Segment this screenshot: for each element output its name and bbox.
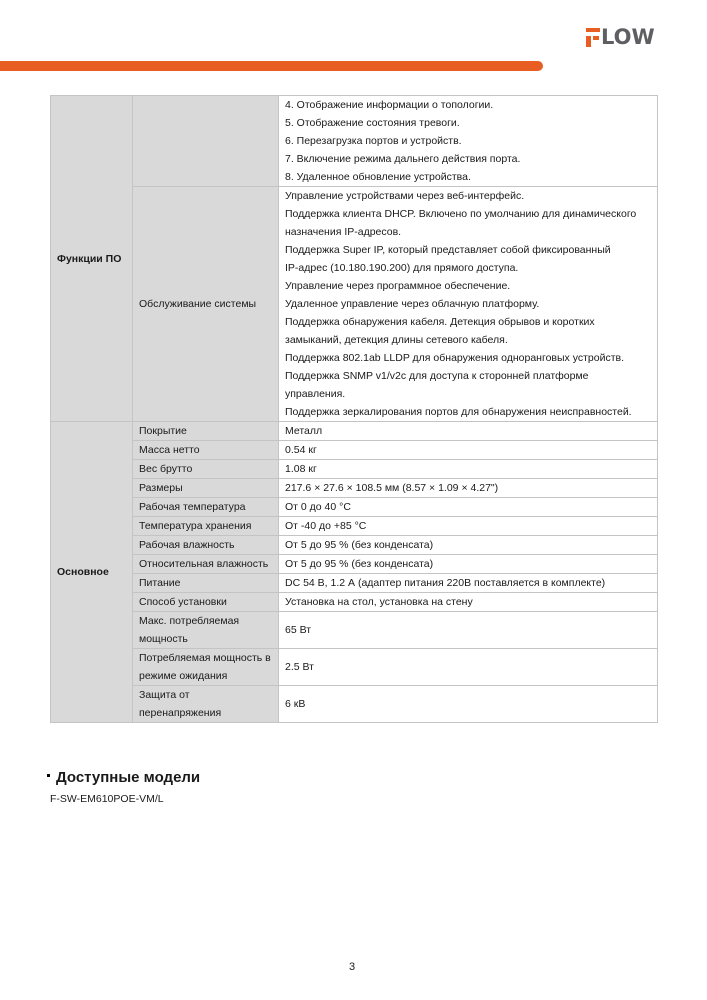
row-label: Питание: [133, 574, 279, 593]
row-label-line: перенапряжения: [139, 707, 222, 719]
bullet-icon: [47, 774, 50, 777]
table-row: [51, 422, 658, 441]
subcategory-system-maintenance: Обслуживание системы: [133, 187, 279, 422]
row-label-line: Относительная: [139, 558, 214, 570]
logo-text: LOW: [601, 25, 655, 49]
row-value: От 5 до 95 % (без конденсата): [279, 536, 658, 555]
row-value: 217.6 × 27.6 × 108.5 мм (8.57 × 1.09 × 4.27"): [279, 479, 658, 498]
logo-f-mark-icon: [586, 28, 600, 47]
row-label-line: мощность: [139, 633, 188, 645]
row-value: Металл: [279, 422, 658, 441]
row-label: [133, 649, 279, 686]
value-line: Поддержка зеркалирования портов для обнаружения неисправностей.: [285, 406, 632, 418]
value-cell: [279, 187, 658, 422]
table-row: [51, 479, 658, 498]
table-row: [51, 649, 658, 686]
value-line: Поддержка обнаружения кабеля. Детекция обрывов и коротких: [285, 316, 595, 328]
row-label-line: в режиме ожидания: [139, 652, 271, 682]
available-models-heading: [47, 769, 200, 786]
table-row: [51, 612, 658, 649]
value-line: Управление устройствами через веб-интерфейс.: [285, 190, 525, 202]
row-value: 1.08 кг: [279, 460, 658, 479]
page-number: 3: [349, 961, 356, 973]
row-value: 0.54 кг: [279, 441, 658, 460]
table-row: [51, 96, 658, 187]
value-line: назначения IP-адресов.: [285, 226, 402, 238]
row-value: Установка на стол, установка на стену: [279, 593, 658, 612]
value-line: 8. Удаленное обновление устройства.: [285, 171, 471, 183]
row-label: Масса нетто: [133, 441, 279, 460]
value-line: Поддержка Super IP, который представляет собой фиксированный: [285, 244, 611, 256]
row-label: [133, 612, 279, 649]
row-value: 65 Вт: [279, 612, 658, 649]
row-value: От 5 до 95 % (без конденсата): [279, 555, 658, 574]
row-label: Покрытие: [133, 422, 279, 441]
row-label: [133, 555, 279, 574]
value-cell: [279, 96, 658, 187]
value-line: 7. Включение режима дальнего действия порта.: [285, 153, 521, 165]
row-label-line: Потребляемая мощность: [139, 652, 263, 664]
spec-table: [50, 95, 658, 723]
value-line: замыканий, детекция длины сетевого кабеля.: [285, 334, 508, 346]
value-line: 4. Отображение информации о топологии.: [285, 99, 494, 111]
row-value: 6 кВ: [279, 686, 658, 723]
value-line: Управление через программное обеспечение.: [285, 280, 511, 292]
subcategory-continued: [133, 96, 279, 187]
row-label: Рабочая температура: [133, 498, 279, 517]
row-value: От 0 до 40 °C: [279, 498, 658, 517]
table-row: [51, 460, 658, 479]
row-value: 2.5 Вт: [279, 649, 658, 686]
table-row: [51, 187, 658, 422]
row-label-line: Защита от: [139, 689, 190, 701]
header-accent-bar: [0, 61, 543, 71]
row-value: От -40 до +85 °C: [279, 517, 658, 536]
row-label: Вес брутто: [133, 460, 279, 479]
value-line: 6. Перезагрузка портов и устройств.: [285, 135, 462, 147]
category-general: Основное: [51, 422, 133, 723]
row-label: Размеры: [133, 479, 279, 498]
row-label: Температура хранения: [133, 517, 279, 536]
table-row: [51, 574, 658, 593]
value-line: Поддержка 802.1ab LLDP для обнаружения одноранговых устройств.: [285, 352, 624, 364]
table-row: [51, 441, 658, 460]
value-line: Поддержка клиента DHCP. Включено по умолчанию для динамического: [285, 208, 637, 220]
table-row: [51, 498, 658, 517]
row-label-line: влажность: [216, 558, 269, 570]
value-line: Поддержка SNMP v1/v2c для доступа к сторонней платформе: [285, 370, 589, 382]
category-software-functions: Функции ПО: [51, 96, 133, 422]
value-line: IP-адрес (10.180.190.200) для прямого доступа.: [285, 262, 519, 274]
flow-logo: [586, 26, 655, 48]
table-row: [51, 686, 658, 723]
table-row: [51, 593, 658, 612]
value-line: управления.: [285, 388, 346, 400]
table-row: [51, 555, 658, 574]
value-line: 5. Отображение состояния тревоги.: [285, 117, 460, 129]
row-value: DC 54 В, 1.2 А (адаптер питания 220В поставляется в комплекте): [279, 574, 658, 593]
table-row: [51, 536, 658, 555]
table-row: [51, 517, 658, 536]
row-label-line: Макс. потребляемая: [139, 615, 240, 627]
value-line: Удаленное управление через облачную платформу.: [285, 298, 540, 310]
available-models-title: Доступные модели: [56, 769, 201, 786]
row-label: Способ установки: [133, 593, 279, 612]
row-label: [133, 686, 279, 723]
row-label: Рабочая влажность: [133, 536, 279, 555]
model-list-item: F-SW-EM610POE-VM/L: [50, 793, 164, 805]
